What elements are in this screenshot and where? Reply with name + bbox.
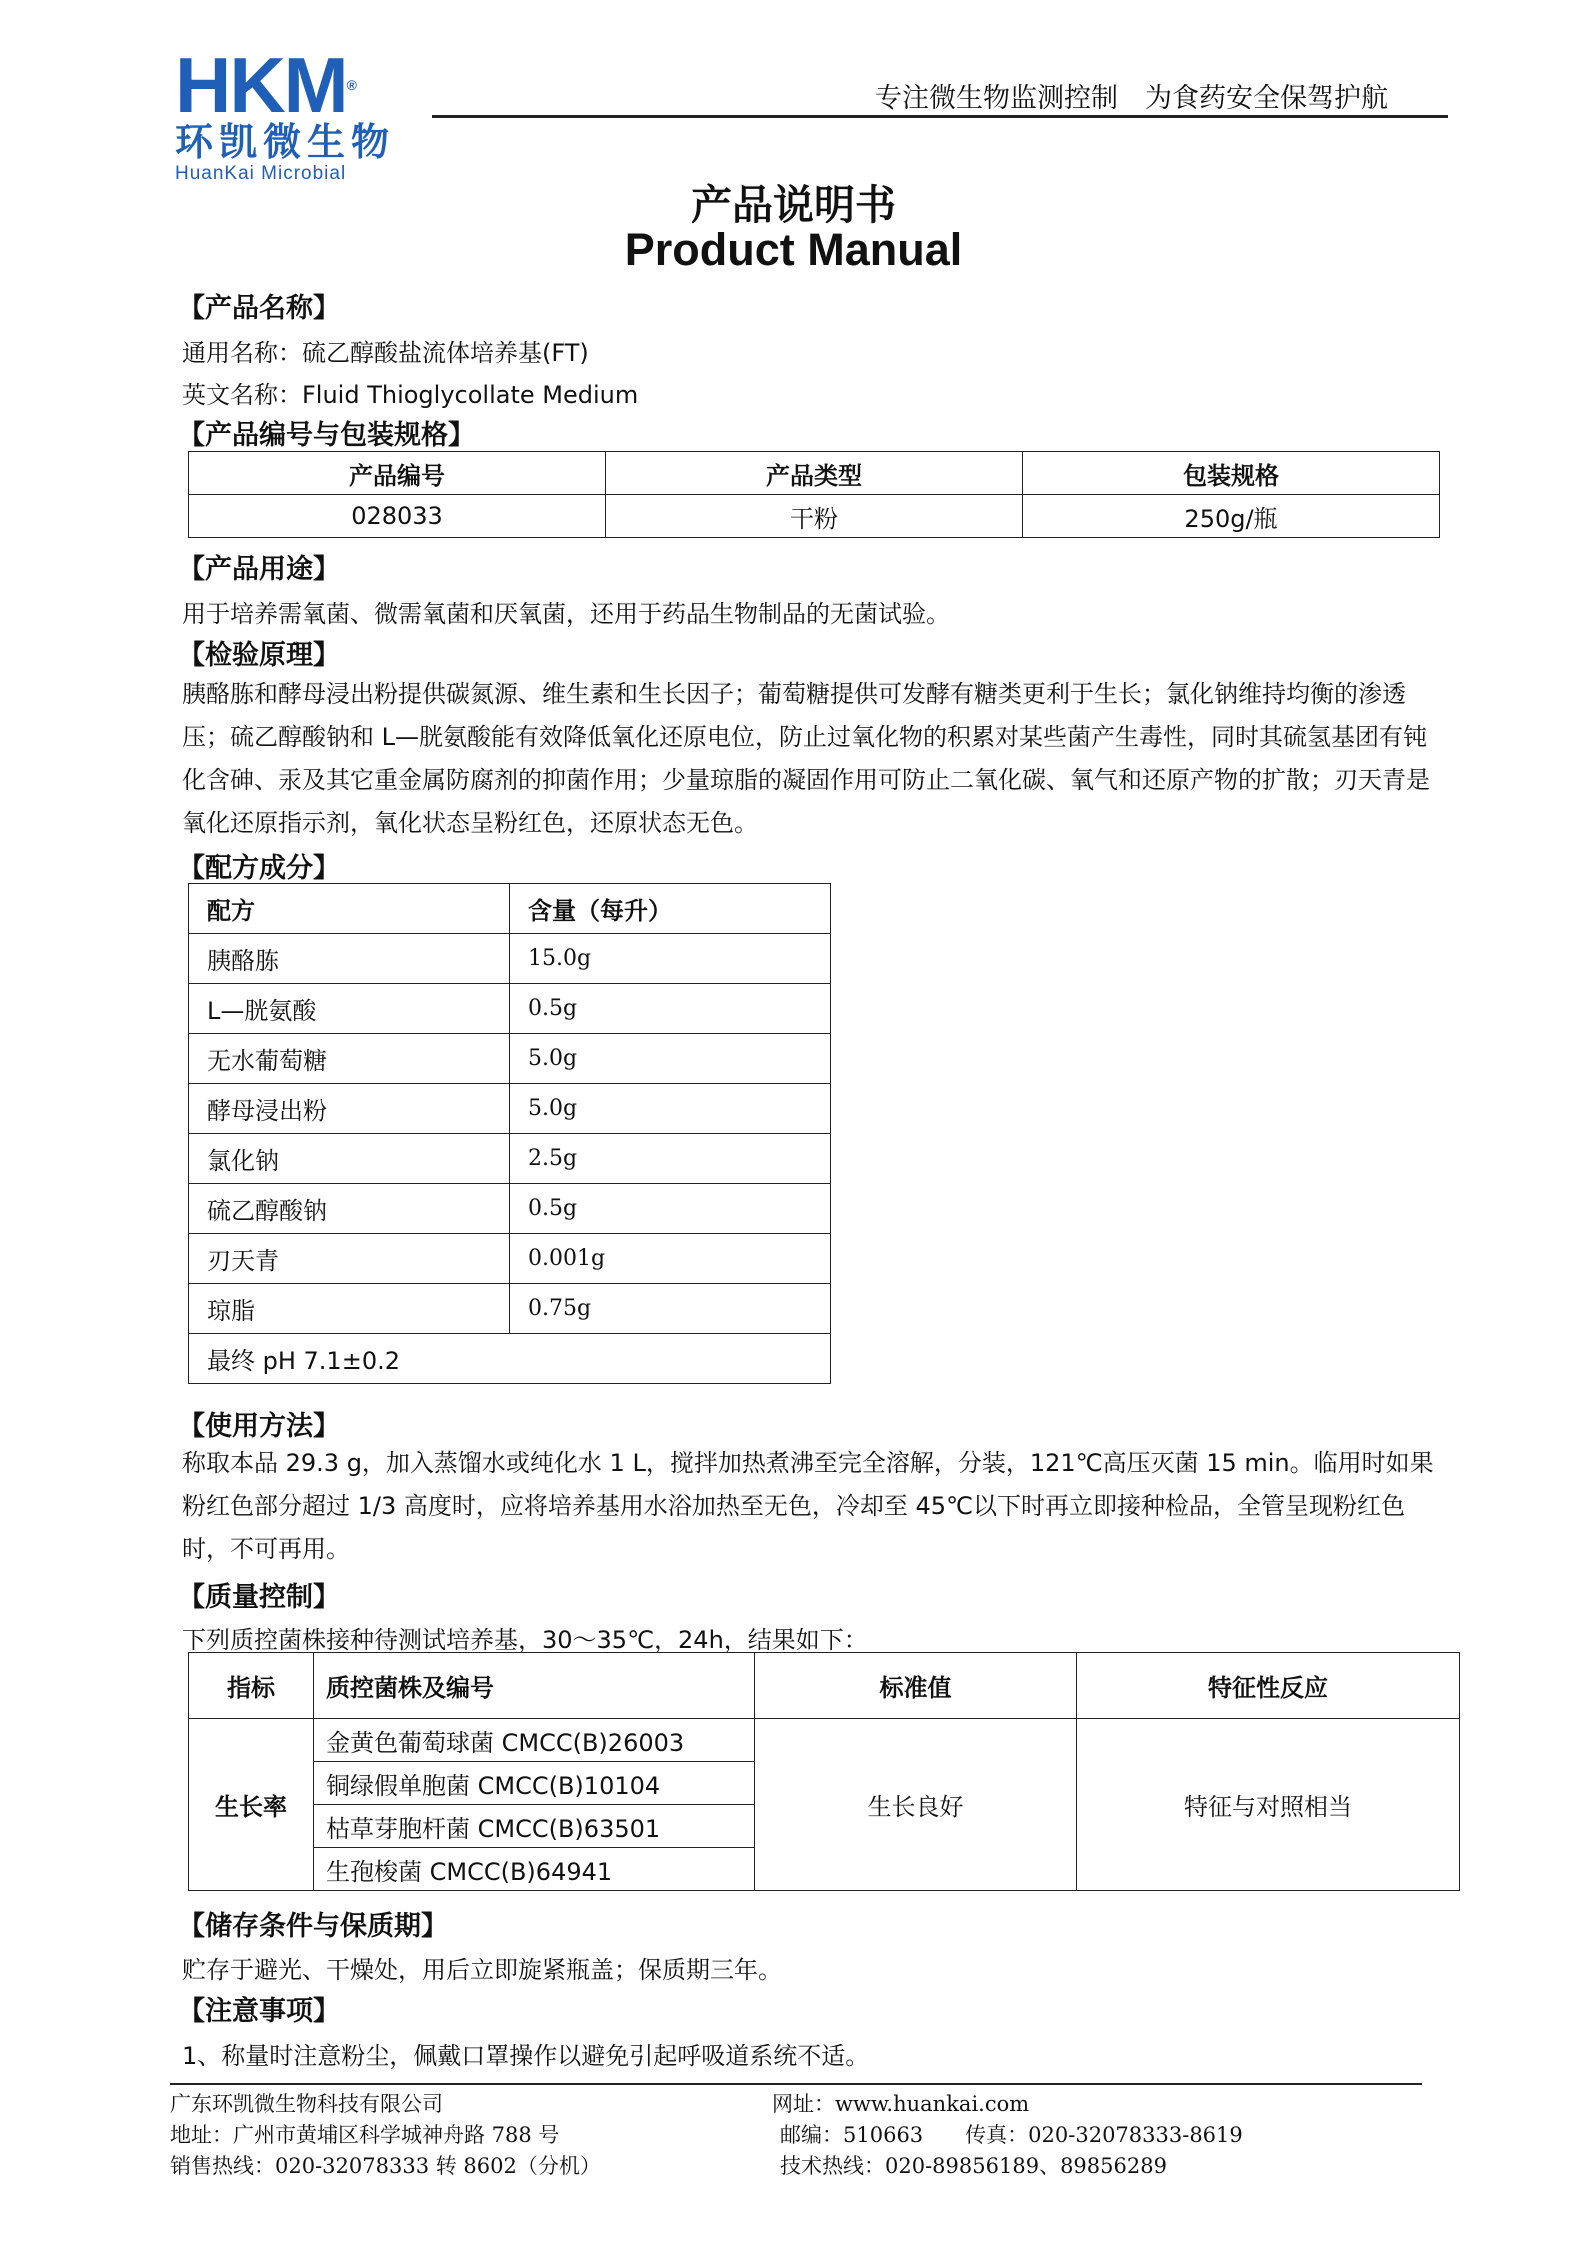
section-heading-usage: 【产品用途】 (178, 554, 340, 585)
principle-text: 胰酪胨和酵母浸出粉提供碳氮源、维生素和生长因子；葡萄糖提供可发酵有糖类更利于生长；氯化钠维持均衡的渗透压；硫乙醇酸钠和 L—胱氨酸能有效降低氧化还原电位，防止过氧化物的积累对某些菌产生毒性，同时其硫氢基团有钝化含砷、汞及其它重金属防腐剂的抑菌作用；少量琼脂的凝固作用可防止二氧化碳、氧气和还原产物的扩散；刃天青是氧化还原指示剂，氧化状态呈粉红色，还原状态无色。 (182, 680, 1430, 837)
product-code: 028033 (189, 495, 606, 538)
section-heading-product-name: 【产品名称】 (178, 293, 340, 324)
english-name: 英文名称：Fluid Thioglycollate Medium (182, 381, 639, 409)
table-row (189, 1334, 831, 1384)
qc-table (188, 1652, 1460, 1891)
table-header-row (189, 452, 1440, 495)
qc-strain: 枯草芽胞杆菌 CMCC(B)63501 (314, 1805, 755, 1848)
footer-tech-hotline: 技术热线：020-89856189、89856289 (780, 2154, 1167, 2178)
table-header-row (189, 884, 831, 934)
logo-mark: HKM® (175, 41, 357, 129)
header-divider (432, 115, 1448, 118)
qc-reaction: 特征与对照相当 (1077, 1719, 1460, 1891)
usage-text: 用于培养需氧菌、微需氧菌和厌氧菌，还用于药品生物制品的无菌试验。 (182, 600, 950, 628)
ingredient-name: 硫乙醇酸钠 (189, 1184, 510, 1234)
table-row (189, 1284, 831, 1334)
logo-chinese-name: 环凯微生物 (175, 120, 396, 164)
footer-postcode-fax: 邮编：510663 传真：020-32078333-8619 (780, 2123, 1243, 2147)
ingredient-name: 无水葡萄糖 (189, 1034, 510, 1084)
ingredient-name: 刃天青 (189, 1234, 510, 1284)
table-row (189, 1034, 831, 1084)
ingredient-amount: 0.5g (510, 984, 831, 1034)
header-cell: 配方 (189, 884, 510, 934)
ingredient-amount: 0.001g (510, 1234, 831, 1284)
ingredient-amount: 5.0g (510, 1084, 831, 1134)
section-heading-storage: 【储存条件与保质期】 (178, 1911, 448, 1942)
section-heading-principle: 【检验原理】 (178, 640, 340, 671)
qc-indicator: 生长率 (189, 1719, 314, 1891)
footer-website: 网址：www.huankai.com (772, 2092, 1030, 2116)
table-row (189, 1134, 831, 1184)
footer-company: 广东环凯微生物科技有限公司 (170, 2092, 443, 2116)
header-cell: 特征性反应 (1077, 1653, 1460, 1719)
ingredient-amount: 0.5g (510, 1184, 831, 1234)
document-title-cn: 产品说明书 (691, 181, 896, 229)
table-row (189, 1184, 831, 1234)
registered-mark: ® (346, 77, 357, 93)
ingredient-name: 琼脂 (189, 1284, 510, 1334)
section-heading-formula: 【配方成分】 (178, 853, 340, 884)
final-ph: 最终 pH 7.1±0.2 (189, 1334, 831, 1384)
formula-table (188, 883, 831, 1384)
section-heading-package: 【产品编号与包装规格】 (178, 420, 475, 451)
section-heading-qc: 【质量控制】 (178, 1582, 340, 1613)
table-row (189, 1084, 831, 1134)
ingredient-amount: 0.75g (510, 1284, 831, 1334)
ingredient-name: L—胱氨酸 (189, 984, 510, 1034)
ingredient-amount: 15.0g (510, 934, 831, 984)
qc-strain: 金黄色葡萄球菌 CMCC(B)26003 (314, 1719, 755, 1762)
ingredient-amount: 5.0g (510, 1034, 831, 1084)
common-name: 通用名称：硫乙醇酸盐流体培养基(FT) (182, 339, 589, 367)
ingredient-name: 酵母浸出粉 (189, 1084, 510, 1134)
header-cell: 产品编号 (189, 452, 606, 495)
header-cell: 包装规格 (1023, 452, 1440, 495)
method-text: 称取本品 29.3 g，加入蒸馏水或纯化水 1 L，搅拌加热煮沸至完全溶解，分装，121℃高压灭菌 15 min。临用时如果粉红色部分超过 1/3 高度时，应将培养基用水浴加热至无色，冷却至 45℃以下时再立即接种检品，全管呈现粉红色时，不可再用。 (182, 1449, 1434, 1563)
qc-standard: 生长良好 (755, 1719, 1077, 1891)
header-cell: 产品类型 (606, 452, 1023, 495)
table-row (189, 1719, 1460, 1762)
company-logo (175, 41, 435, 184)
qc-strain: 生孢梭菌 CMCC(B)64941 (314, 1848, 755, 1891)
ingredient-name: 氯化钠 (189, 1134, 510, 1184)
ingredient-amount: 2.5g (510, 1134, 831, 1184)
header-cell: 标准值 (755, 1653, 1077, 1719)
product-type: 干粉 (606, 495, 1023, 538)
header-cell: 指标 (189, 1653, 314, 1719)
qc-strain: 铜绿假单胞菌 CMCC(B)10104 (314, 1762, 755, 1805)
table-header-row (189, 1653, 1460, 1719)
table-row (189, 495, 1440, 538)
footer-divider (170, 2083, 1422, 2085)
package-table (188, 451, 1440, 538)
notes-text: 1、称量时注意粉尘，佩戴口罩操作以避免引起呼吸道系统不适。 (182, 2042, 870, 2070)
section-heading-notes: 【注意事项】 (178, 1996, 340, 2027)
header-cell: 含量（每升） (510, 884, 831, 934)
storage-text: 贮存于避光、干燥处，用后立即旋紧瓶盖；保质期三年。 (182, 1956, 782, 1984)
header-slogan: 专注微生物监测控制 为食药安全保驾护航 (875, 83, 1388, 114)
document-title-en: Product Manual (624, 224, 963, 275)
footer-address: 地址：广州市黄埔区科学城神舟路 788 号 (170, 2123, 560, 2147)
table-row (189, 1234, 831, 1284)
header-cell: 质控菌株及编号 (314, 1653, 755, 1719)
package-spec: 250g/瓶 (1023, 495, 1440, 538)
table-row (189, 934, 831, 984)
footer-sales-hotline: 销售热线：020-32078333 转 8602（分机） (170, 2154, 601, 2178)
qc-intro: 下列质控菌株接种待测试培养基，30～35℃，24h，结果如下： (182, 1626, 868, 1654)
table-row (189, 984, 831, 1034)
section-heading-method: 【使用方法】 (178, 1411, 340, 1442)
logo-english-name: HuanKai Microbial (175, 163, 347, 184)
ingredient-name: 胰酪胨 (189, 934, 510, 984)
